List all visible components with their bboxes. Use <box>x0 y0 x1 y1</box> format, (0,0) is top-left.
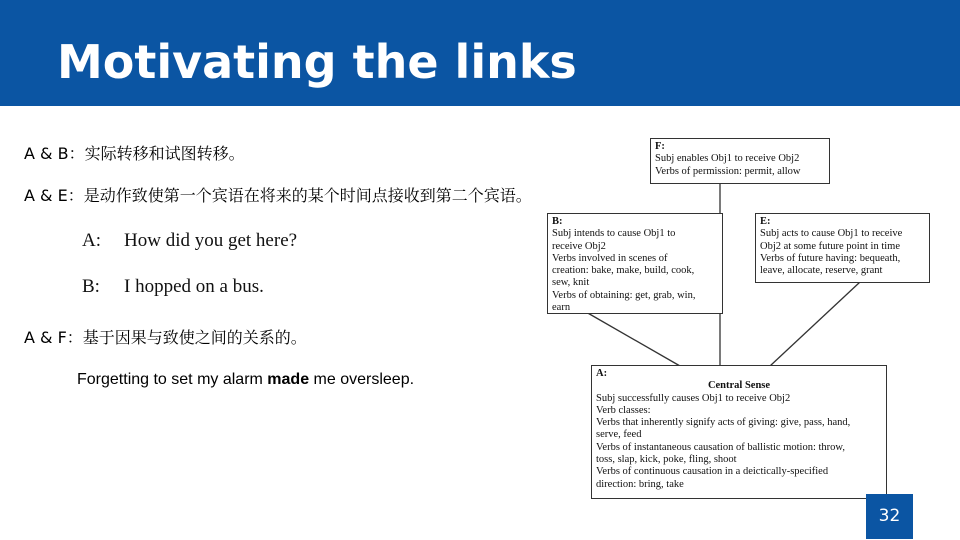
box-b-line: earn <box>552 302 571 314</box>
box-a-line: Subj successfully causes Obj1 to receive Obj2 <box>596 392 791 404</box>
note-a-e: A & E：是动作致使第一个宾语在将来的某个时间点接收到第二个宾语。 <box>24 186 532 205</box>
box-b-line: Subj intends to cause Obj1 to <box>552 228 676 240</box>
box-a-line: Verb classes: <box>596 404 651 416</box>
connector-b-a <box>586 312 680 366</box>
box-b-line: Verbs of obtaining: get, grab, win, <box>552 289 696 301</box>
box-e-line: Verbs of future having: bequeath, <box>760 252 901 264</box>
box-a-heading: Central Sense <box>707 380 771 392</box>
box-a-line: Verbs that inherently signify acts of giving: give, pass, hand, <box>596 417 851 429</box>
note-a-b: A & B：实际转移和试图转移。 <box>24 144 245 163</box>
connector-e-a <box>770 282 860 366</box>
example-after: me oversleep. <box>309 371 415 388</box>
dialog-text-a: How did you get here? <box>124 230 298 251</box>
page-number-badge: 32 <box>866 494 913 539</box>
box-e-line: leave, allocate, reserve, grant <box>760 265 883 277</box>
box-e-line: Obj2 at some future point in time <box>760 240 900 252</box>
box-f-label: F: <box>655 141 665 152</box>
box-b-label: B: <box>552 216 563 227</box>
box-a-label: A: <box>596 368 608 379</box>
box-b-line: Verbs involved in scenes of <box>552 252 668 264</box>
box-a-line: Verbs of instantaneous causation of ballistic motion: throw, <box>596 441 845 453</box>
example-before: Forgetting to set my alarm <box>77 371 268 388</box>
box-e-label: E: <box>760 216 771 227</box>
dialog-speaker-a: A: <box>82 230 101 251</box>
note-a-f: A & F：基于因果与致使之间的关系的。 <box>24 328 307 347</box>
box-a-line: toss, slap, kick, poke, fling, shoot <box>596 454 737 466</box>
sense-box-b <box>547 213 723 314</box>
box-f-line: Verbs of permission: permit, allow <box>655 165 801 177</box>
sense-box-a-central <box>591 365 887 499</box>
box-b-line: sew, knit <box>552 277 590 289</box>
box-f-line: Subj enables Obj1 to receive Obj2 <box>655 153 800 165</box>
dialog-text-b: I hopped on a bus. <box>124 276 264 297</box>
slide-title: Motivating the links <box>57 35 577 89</box>
box-b-line: receive Obj2 <box>552 240 606 252</box>
box-b-line: creation: bake, make, build, cook, <box>552 265 695 277</box>
box-a-line: Verbs of continuous causation in a deictically-specified <box>596 466 829 478</box>
sense-box-e <box>755 213 930 283</box>
dialog-speaker-b: B: <box>82 276 100 297</box>
box-a-line: direction: bring, take <box>596 478 684 490</box>
example-emphasis: made <box>267 371 310 388</box>
box-e-line: Subj acts to cause Obj1 to receive <box>760 228 903 240</box>
box-a-line: serve, feed <box>596 429 642 441</box>
sense-box-f <box>650 138 830 184</box>
